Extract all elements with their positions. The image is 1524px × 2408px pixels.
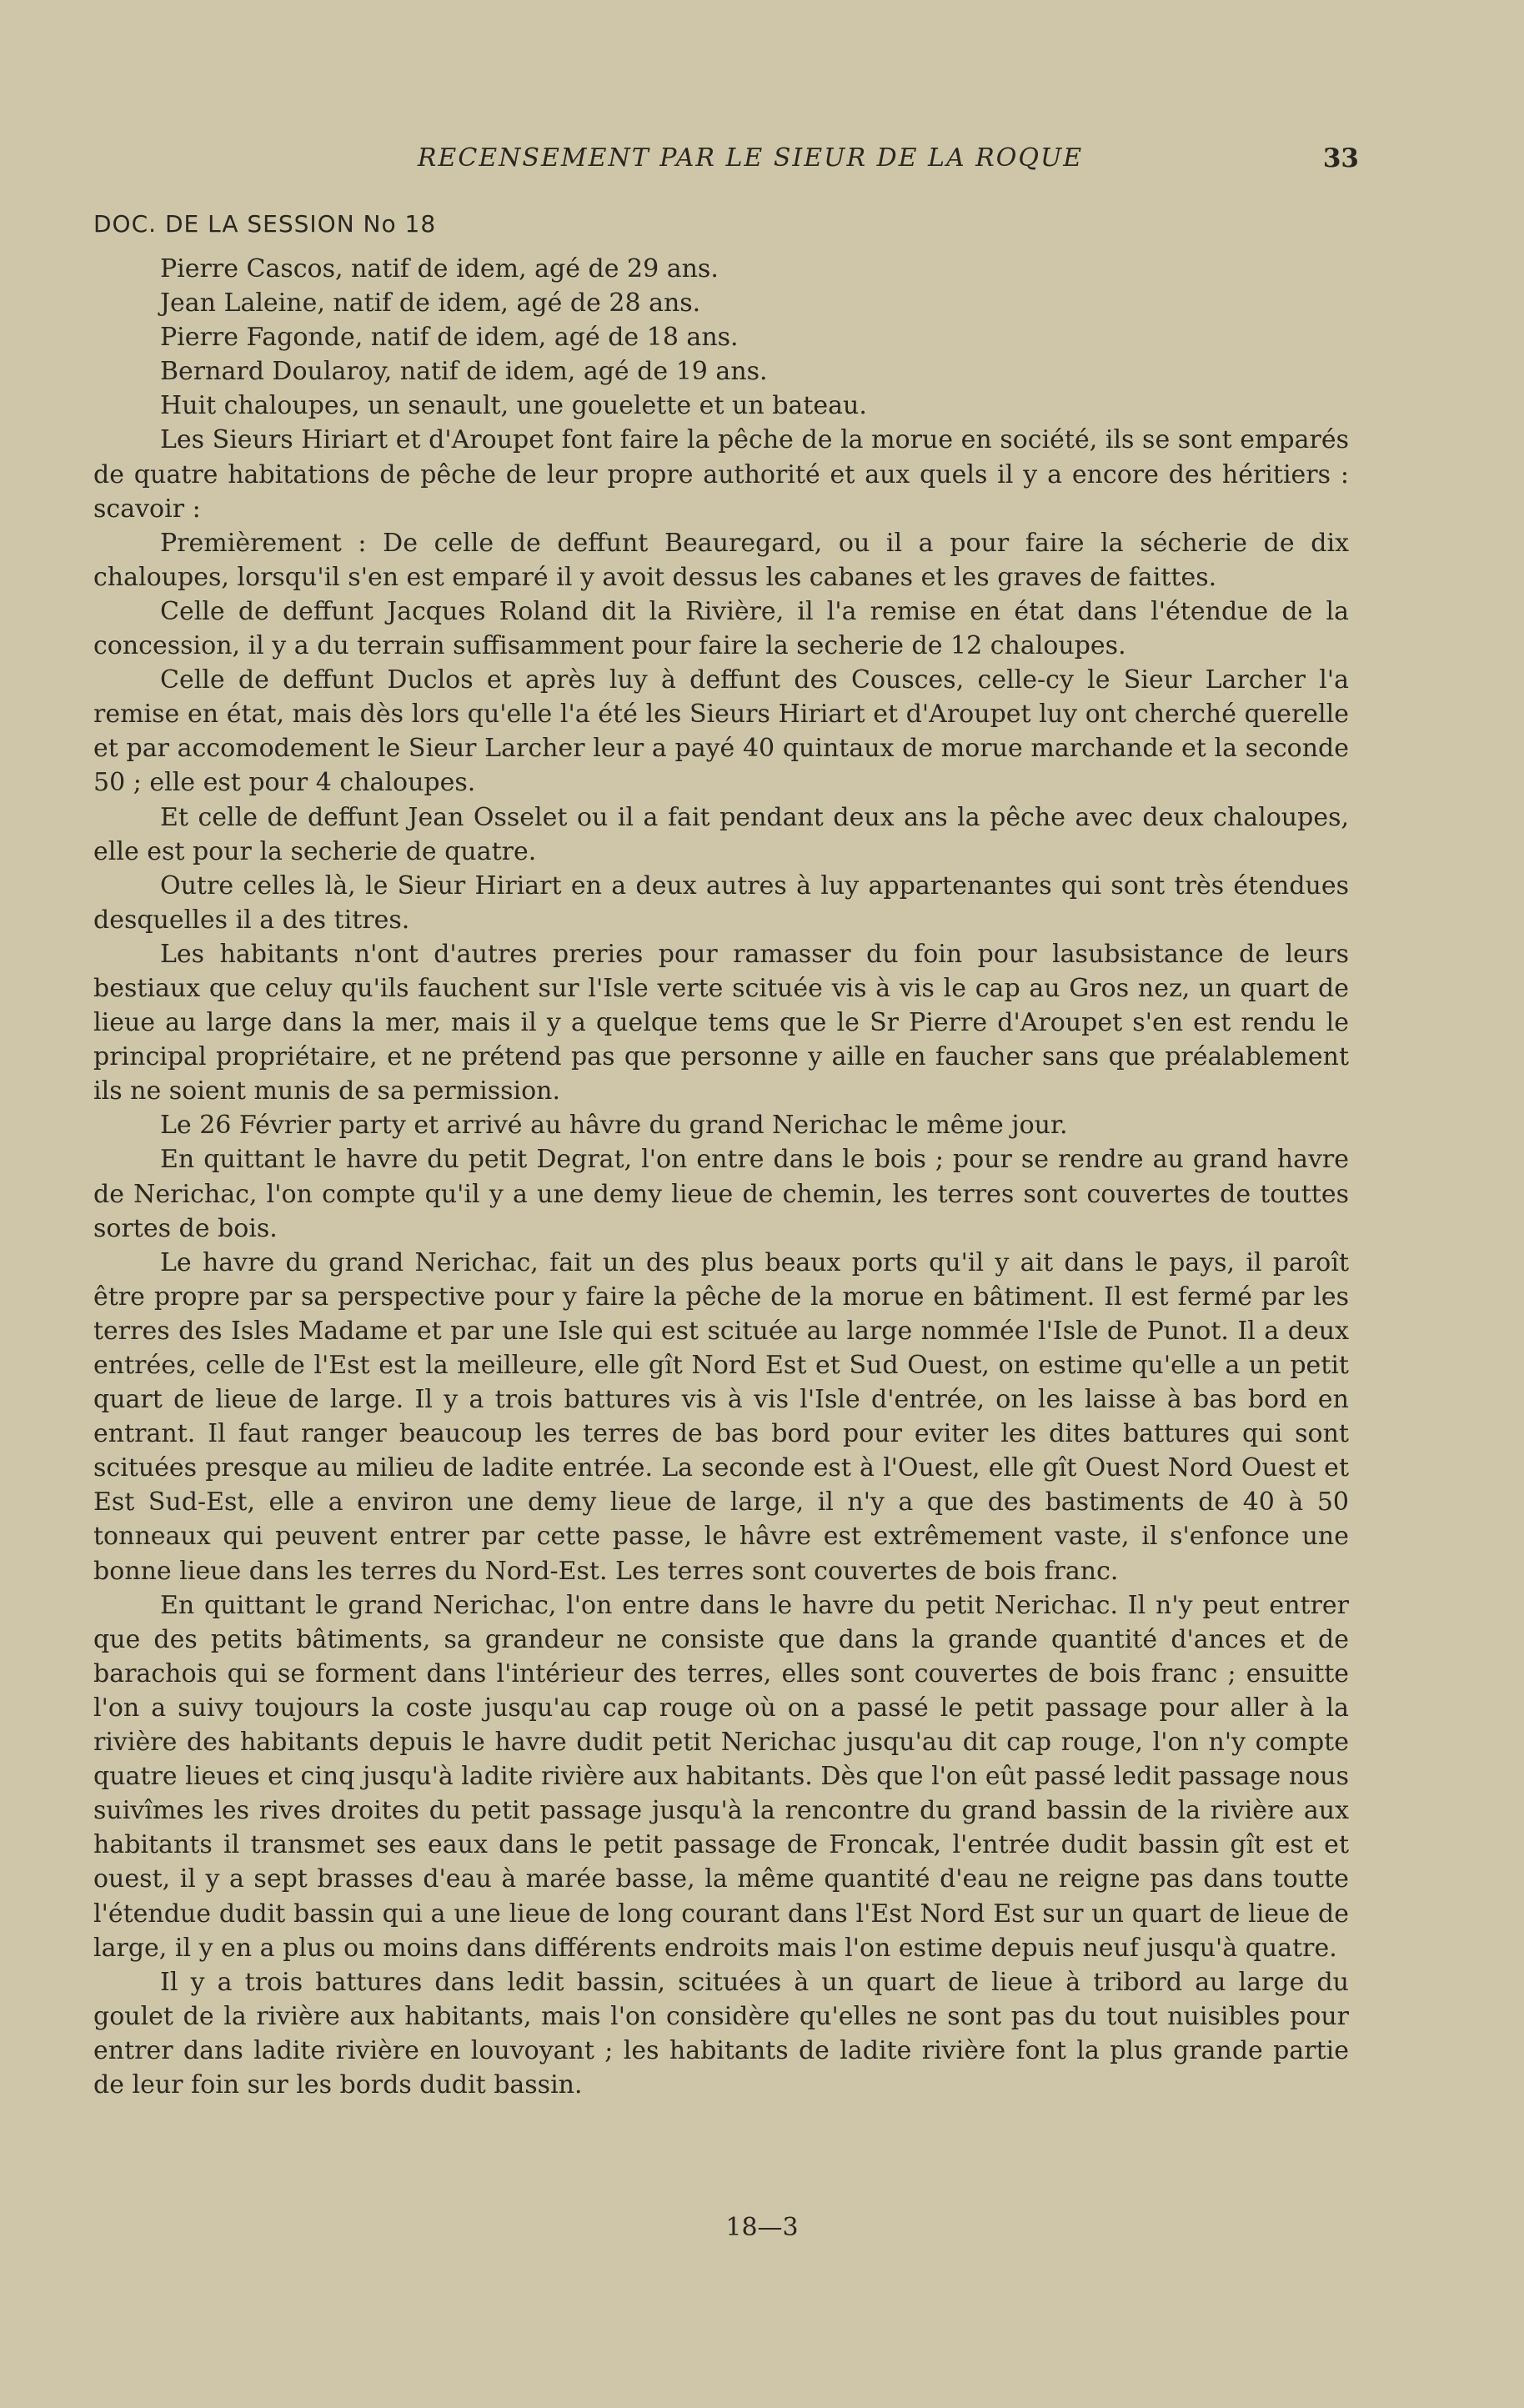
paragraph: Celle de deffunt Duclos et après luy à deffunt des Cousces, celle-cy le Sieur Larcher l'a remise en état, mais dès lors qu'elle l'a été les Sieurs Hiriart et d'Aroupet luy ont cherché querelle et par accomodement le Sieur Larcher leur a payé 40 quintaux de morue marchande et la seconde 50 ; elle est pour 4 chaloupes. — [93, 665, 1349, 798]
paragraph: Bernard Doularoy, natif de idem, agé de 19 ans. — [160, 357, 768, 387]
paragraph: Pierre Fagonde, natif de idem, agé de 18 ans. — [160, 323, 739, 353]
paragraph: Outre celles là, le Sieur Hiriart en a deux autres à luy appartenantes qui sont très étendues desquelles il a des titres. — [93, 870, 1349, 935]
paragraph: Et celle de deffunt Jean Osselet ou il a fait pendant deux ans la pêche avec deux chaloupes, elle est pour la secherie de quatre. — [93, 802, 1349, 866]
paragraph: Il y a trois battures dans ledit bassin, scituées à un quart de lieue à tribord au large du goulet de la rivière aux habitants, mais l'on considère qu'elles ne sont pas du tout nuisibles pour entrer dans ladite rivière en louvoyant ; les habitants de ladite rivière font la plus grande partie de leur foin sur les bords dudit bassin. — [93, 1967, 1349, 2099]
paragraph: Jean Laleine, natif de idem, agé de 28 ans. — [160, 288, 701, 319]
paragraph: Pierre Cascos, natif de idem, agé de 29 ans. — [160, 254, 719, 283]
page-number: 33 — [1322, 143, 1359, 173]
page-header — [158, 143, 1359, 180]
paragraph: Les habitants n'ont d'autres preries pour ramasser du foin pour lasubsistance de leurs bestiaux que celuy qu'ils fauchent sur l'Isle verte scituée vis à vis le cap au Gros nez, un quart de lieue au large dans la mer, mais il y a quelque tems que le Sr Pierre d'Aroupet s'en est rendu le principal propriétaire, et ne prétend pas que personne y aille en faucher sans que préalablement ils ne soient munis de sa permission. — [93, 939, 1349, 1106]
paragraph: Huit chaloupes, un senault, une gouelette et un bateau. — [160, 391, 867, 421]
body-text — [93, 252, 1349, 2102]
running-head: RECENSEMENT PAR LE SIEUR DE LA ROQUE — [417, 143, 1084, 173]
paragraph: Le 26 Février party et arrivé au hâvre du grand Nerichac le même jour. — [160, 1111, 1068, 1141]
paragraph: Premièrement : De celle de deffunt Beauregard, ou il a pour faire la sécherie de dix chaloupes, lorsqu'il s'en est emparé il y avoit dessus les cabanes et les graves de faittes. — [93, 528, 1349, 592]
paragraph: Celle de deffunt Jacques Roland dit la Rivière, il l'a remise en état dans l'étendue de la concession, il y a du terrain suffisamment pour faire la secherie de 12 chaloupes. — [93, 596, 1349, 661]
signature-mark: 18—3 — [725, 2213, 799, 2242]
paragraph: Le havre du grand Nerichac, fait un des plus beaux ports qu'il y ait dans le pays, il paroît être propre par sa perspective pour y faire la pêche de la morue en bâtiment. Il est fermé par les terres des Isles Madame et par une Isle qui est scituée au large nommée l'Isle de Punot. Il a deux entrées, celle de l'Est est la meilleure, elle gît Nord Est et Sud Ouest, on estime qu'elle a un petit quart de lieue de large. Il y a trois battures vis à vis l'Isle d'entrée, on les laisse à bas bord en entrant. Il faut ranger beaucoup les terres de bas bord pour eviter les dites battures qui sont scituées presque au milieu de ladite entrée. La seconde est à l'Ouest, elle gît Ouest Nord Ouest et Est Sud-Est, elle a environ une demy lieue de large, il n'y a que des bastiments de 40 à 50 tonneaux qui peuvent entrer par cette passe, le hâvre est extrêmement vaste, il s'enfonce une bonne lieue dans les terres du Nord-Est. Les terres sont couvertes de bois franc. — [93, 1247, 1349, 1586]
session-label: DOC. DE LA SESSION No 18 — [93, 210, 437, 238]
paragraph: En quittant le grand Nerichac, l'on entre dans le havre du petit Nerichac. Il n'y peut entrer que des petits bâtiments, sa grandeur ne consiste que dans la grande quantité d'ances et de barachois qui se forment dans l'intérieur des terres, elles sont couvertes de bois franc ; ensuitte l'on a suivy toujours la coste jusqu'au cap rouge où on a passé le petit passage pour aller à la rivière des habitants depuis le havre dudit petit Nerichac jusqu'au dit cap rouge, l'on n'y compte quatre lieues et cinq jusqu'à ladite rivière aux habitants. Dès que l'on eût passé ledit passage nous suivîmes les rives droites du petit passage jusqu'à la rencontre du grand bassin de la rivière aux habitants il transmet ses eaux dans le petit passage de Froncak, l'entrée dudit bassin gît est et ouest, il y a sept brasses d'eau à marée basse, la même quantité d'eau ne reigne pas dans toutte l'étendue dudit bassin qui a une lieue de long courant dans l'Est Nord Est sur un quart de lieue de large, il y en a plus ou moins dans différents endroits mais l'on estime depuis neuf jusqu'à quatre. — [93, 1590, 1349, 1963]
paragraph: En quittant le havre du petit Degrat, l'on entre dans le bois ; pour se rendre au grand havre de Nerichac, l'on compte qu'il y a une demy lieue de chemin, les terres sont couvertes de touttes sortes de bois. — [93, 1145, 1349, 1243]
paragraph: Les Sieurs Hiriart et d'Aroupet font faire la pêche de la morue en société, ils se sont emparés de quatre habitations de pêche de leur propre authorité et aux quels il y a encore des héritiers : scavoir : — [93, 425, 1349, 524]
